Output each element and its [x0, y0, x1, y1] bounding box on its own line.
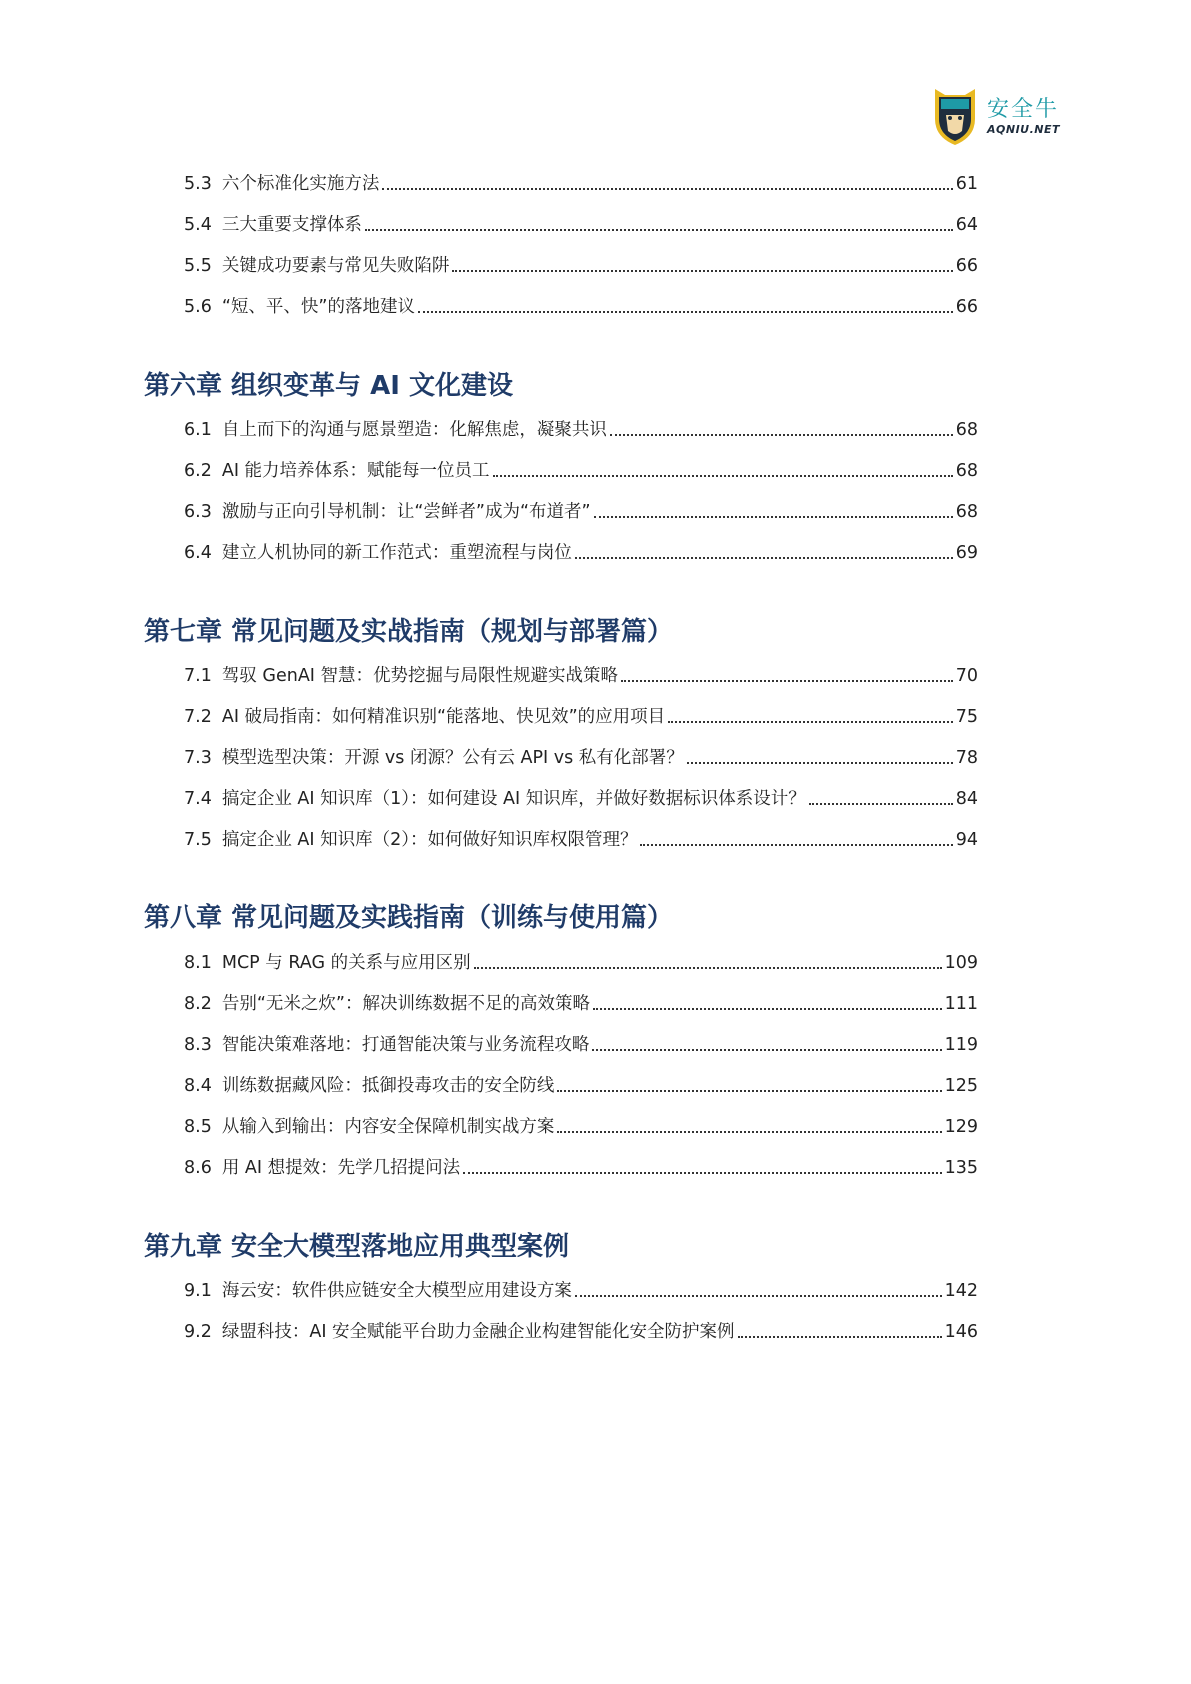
toc-entry-title: AI 能力培养体系：赋能每一位员工	[221, 461, 490, 481]
toc-entry[interactable]	[184, 826, 978, 854]
toc-entry-number: 7.3	[184, 748, 212, 768]
dot-leader	[493, 457, 953, 477]
toc-entry-title: 自上而下的沟通与愿景塑造：化解焦虑，凝聚共识	[221, 420, 607, 440]
toc-entry-page-number: 129	[944, 1117, 978, 1137]
toc-entry-page-number: 68	[955, 461, 978, 481]
toc-entry-page-number: 119	[944, 1035, 978, 1055]
toc-entry[interactable]	[184, 662, 978, 690]
toc-entry[interactable]	[184, 1277, 978, 1305]
dot-leader	[594, 498, 953, 518]
dot-leader	[365, 211, 953, 231]
dot-leader	[640, 826, 952, 846]
toc-entry-number: 6.2	[184, 461, 212, 481]
dot-leader	[557, 1113, 941, 1133]
toc-entry-page-number: 75	[955, 707, 978, 727]
toc-entry[interactable]	[184, 1072, 978, 1100]
toc-entry[interactable]	[184, 703, 978, 731]
dot-leader	[610, 416, 953, 436]
toc-entry-number: 5.6	[184, 297, 212, 317]
dot-leader	[592, 1031, 941, 1051]
toc-entry-title: 智能决策难落地：打通智能决策与业务流程攻略	[221, 1035, 590, 1055]
toc-entry-title: MCP 与 RAG 的关系与应用区别	[221, 953, 471, 973]
dot-leader	[575, 1277, 942, 1297]
toc-entry-number: 8.4	[184, 1076, 212, 1096]
dot-leader	[452, 252, 952, 272]
toc-entry-page-number: 66	[955, 256, 978, 276]
toc-entry-page-number: 94	[955, 830, 978, 850]
toc-entry-number: 7.4	[184, 789, 212, 809]
toc-entry-number: 7.5	[184, 830, 212, 850]
toc-entry-number: 6.4	[184, 543, 212, 563]
dot-leader	[463, 1154, 941, 1174]
toc-entry-page-number: 70	[955, 666, 978, 686]
toc-entry-page-number: 125	[944, 1076, 978, 1096]
toc-entry-title: AI 破局指南：如何精准识别“能落地、快见效”的应用项目	[221, 707, 666, 727]
toc-entry-number: 5.5	[184, 256, 212, 276]
toc-entry-title: 训练数据藏风险：抵御投毒攻击的安全防线	[221, 1076, 555, 1096]
toc-entry-title: 六个标准化实施方法	[221, 174, 380, 194]
toc-entry-page-number: 84	[955, 789, 978, 809]
bull-shield-icon	[929, 85, 981, 147]
toc-entry-page-number: 68	[955, 420, 978, 440]
toc-entry[interactable]	[184, 744, 978, 772]
toc-entry-number: 7.2	[184, 707, 212, 727]
toc-entry[interactable]	[184, 170, 978, 198]
toc-entry[interactable]	[184, 416, 978, 444]
toc-entry-number: 8.2	[184, 994, 212, 1014]
toc-entry-number: 8.1	[184, 953, 212, 973]
toc-entry[interactable]	[184, 211, 978, 239]
toc-entry[interactable]	[184, 1154, 978, 1182]
toc-entry-number: 8.5	[184, 1117, 212, 1137]
toc-entry-title: 搞定企业 AI 知识库（1）：如何建设 AI 知识库，并做好数据标识体系设计？	[221, 789, 806, 809]
toc-entry-title: 绿盟科技：AI 安全赋能平台助力金融企业构建智能化安全防护案例	[221, 1322, 735, 1342]
toc-entry-page-number: 61	[955, 174, 978, 194]
dot-leader	[668, 703, 953, 723]
toc-entry-page-number: 142	[944, 1281, 978, 1301]
dot-leader	[418, 293, 953, 313]
toc-entry[interactable]	[184, 252, 978, 280]
toc-entry-title: 从输入到输出：内容安全保障机制实战方案	[221, 1117, 555, 1137]
dot-leader	[621, 662, 953, 682]
dot-leader	[687, 744, 953, 764]
dot-leader	[738, 1318, 942, 1338]
toc-entry-title: “短、平、快”的落地建议	[221, 297, 415, 317]
toc-entry[interactable]	[184, 949, 978, 977]
toc-entry-page-number: 66	[955, 297, 978, 317]
toc-entry-title: 关键成功要素与常见失败陷阱	[221, 256, 450, 276]
dot-leader	[382, 170, 952, 190]
toc-entry-number: 5.4	[184, 215, 212, 235]
logo-chinese-text: 安全牛	[987, 96, 1060, 122]
toc-entry-number: 5.3	[184, 174, 212, 194]
toc-entry-page-number: 109	[944, 953, 978, 973]
toc-entry-title: 三大重要支撑体系	[221, 215, 362, 235]
dot-leader	[557, 1072, 941, 1092]
toc-entry-title: 模型选型决策：开源 vs 闭源？公有云 API vs 私有化部署？	[221, 748, 684, 768]
toc-entry-page-number: 64	[955, 215, 978, 235]
toc-entry-number: 8.3	[184, 1035, 212, 1055]
brand-logo	[929, 82, 1069, 150]
toc-entry-page-number: 135	[944, 1158, 978, 1178]
dot-leader	[809, 785, 953, 805]
toc-entry[interactable]	[184, 990, 978, 1018]
toc-entry[interactable]	[184, 785, 978, 813]
toc-entry-page-number: 78	[955, 748, 978, 768]
toc-entry-title: 告别“无米之炊”：解决训练数据不足的高效策略	[221, 994, 590, 1014]
toc-entry-title: 激励与正向引导机制：让“尝鲜者”成为“布道者”	[221, 502, 591, 522]
toc-entry-title: 搞定企业 AI 知识库（2）：如何做好知识库权限管理？	[221, 830, 638, 850]
toc-entry-number: 6.3	[184, 502, 212, 522]
logo-english-text: AQNIU.NET	[987, 122, 1060, 136]
toc-entry-title: 用 AI 想提效：先学几招提问法	[221, 1158, 461, 1178]
chapter-heading: 第七章 常见问题及实战指南（规划与部署篇）	[144, 617, 674, 647]
toc-entry-page-number: 146	[944, 1322, 978, 1342]
chapter-heading: 第六章 组织变革与 AI 文化建设	[144, 371, 513, 401]
dot-leader	[593, 990, 942, 1010]
toc-entry[interactable]	[184, 1031, 978, 1059]
toc-entry-page-number: 68	[955, 502, 978, 522]
toc-entry-number: 8.6	[184, 1158, 212, 1178]
toc-entry-title: 海云安：软件供应链安全大模型应用建设方案	[221, 1281, 572, 1301]
toc-entry-number: 6.1	[184, 420, 212, 440]
toc-entry-title: 驾驭 GenAI 智慧：优势挖掘与局限性规避实战策略	[221, 666, 619, 686]
toc-entry-title: 建立人机协同的新工作范式：重塑流程与岗位	[221, 543, 572, 563]
toc-entry[interactable]	[184, 293, 978, 321]
toc-entry-page-number: 69	[955, 543, 978, 563]
toc-entry[interactable]	[184, 457, 978, 485]
toc-entry-number: 7.1	[184, 666, 212, 686]
chapter-heading: 第八章 常见问题及实践指南（训练与使用篇）	[144, 903, 674, 933]
chapter-heading: 第九章 安全大模型落地应用典型案例	[144, 1232, 570, 1262]
toc-entry[interactable]	[184, 1318, 978, 1346]
toc-entry-page-number: 111	[944, 994, 978, 1014]
dot-leader	[575, 539, 953, 559]
toc-entry-number: 9.1	[184, 1281, 212, 1301]
toc-entry[interactable]	[184, 539, 978, 567]
toc-entry[interactable]	[184, 1113, 978, 1141]
toc-entry[interactable]	[184, 498, 978, 526]
toc-entry-number: 9.2	[184, 1322, 212, 1342]
dot-leader	[474, 949, 942, 969]
